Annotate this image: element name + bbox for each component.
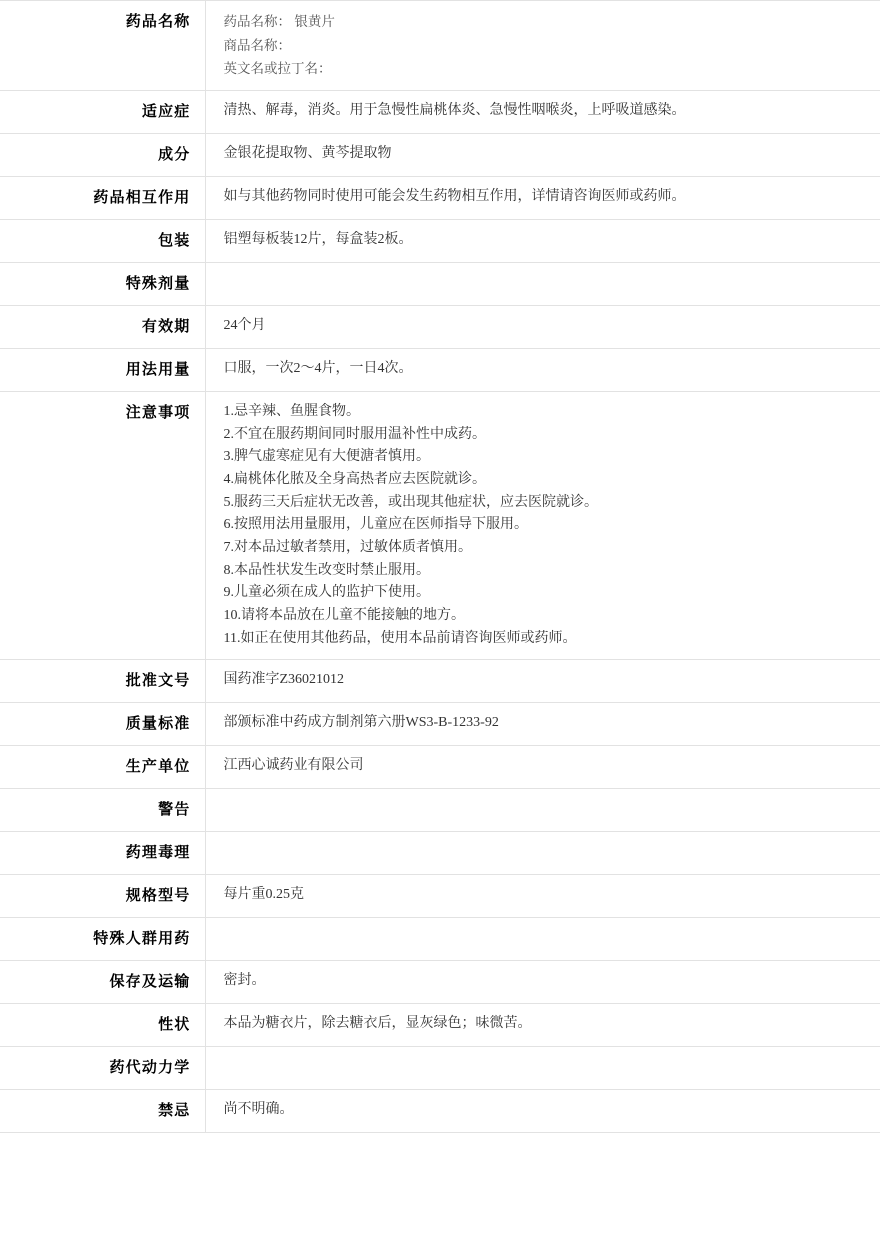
row-value [205,219,880,262]
value-line: 本品为糖衣片，除去糖衣后，显灰绿色；味微苦。 [223,1016,532,1032]
row-label: 适应症 [0,90,205,133]
row-label: 批准文号 [0,660,205,703]
table-row [0,133,880,176]
value-line: 清热、解毒，消炎。用于急慢性扁桃体炎、急慢性咽喉炎，上呼吸道感染。 [223,102,686,118]
row-label: 药品名称 [0,1,205,91]
table-row [0,832,880,875]
value-line: 国药准字Z36021012 [223,672,345,688]
table-row [0,391,880,659]
row-value [205,133,880,176]
value-line: 尚不明确。 [223,1102,294,1118]
value-line: 药品名称： 银黄片 [223,14,335,29]
row-value [205,1,880,91]
table-row [0,348,880,391]
row-label: 特殊人群用药 [0,918,205,961]
row-value [205,90,880,133]
table-row [0,262,880,305]
value-line: 8.本品性状发生改变时禁止服用。 [223,562,430,578]
row-value [205,1004,880,1047]
value-line: 金银花提取物、黄芩提取物 [223,145,392,161]
row-value [205,832,880,875]
table-row [0,875,880,918]
value-line: 江西心诚药业有限公司 [223,758,364,774]
empty-value [224,1056,871,1076]
row-value [205,703,880,746]
value-line: 如与其他药物同时使用可能会发生药物相互作用，详情请咨询医师或药师。 [223,188,686,204]
row-value [205,1047,880,1090]
row-value [205,391,880,659]
value-line: 7.对本品过敏者禁用，过敏体质者慎用。 [223,539,472,555]
drug-info-table-body [0,1,880,1133]
row-value [205,348,880,391]
row-value [205,875,880,918]
row-label: 药理毒理 [0,832,205,875]
row-label: 药品相互作用 [0,176,205,219]
value-line: 4.扁桃体化脓及全身高热者应去医院就诊。 [223,471,486,487]
value-line: 6.按照用法用量服用，儿童应在医师指导下服用。 [223,517,528,533]
row-value [205,1090,880,1133]
value-line: 24个月 [223,317,266,333]
row-label: 保存及运输 [0,961,205,1004]
value-line: 每片重0.25克 [223,887,304,903]
value-line: 英文名或拉丁名： [223,61,332,77]
row-label: 包装 [0,219,205,262]
row-label: 特殊剂量 [0,262,205,305]
table-row [0,703,880,746]
table-row [0,660,880,703]
table-row [0,961,880,1004]
table-row [0,90,880,133]
row-value [205,961,880,1004]
empty-value [224,798,871,818]
row-value [205,305,880,348]
row-value [205,660,880,703]
table-row [0,176,880,219]
row-label: 规格型号 [0,875,205,918]
value-line: 商品名称： [223,37,291,53]
row-label: 药代动力学 [0,1047,205,1090]
row-value [205,918,880,961]
table-row [0,1047,880,1090]
value-line: 1.忌辛辣、鱼腥食物。 [223,403,360,419]
value-line: 3.脾气虚寒症见有大便溏者慎用。 [223,449,430,465]
row-label: 生产单位 [0,746,205,789]
value-line: 口服，一次2～4片，一日4次。 [223,360,413,376]
row-label: 成分 [0,133,205,176]
row-label: 有效期 [0,305,205,348]
value-line: 铝塑每板装12片，每盒装2板。 [223,231,413,247]
bottom-spacer [0,1133,880,1243]
value-line: 部颁标准中药成方制剂第六册WS3-B-1233-92 [223,715,499,731]
value-line: 5.服药三天后症状无改善，或出现其他症状，应去医院就诊。 [223,494,598,510]
table-row [0,918,880,961]
value-line: 9.儿童必须在成人的监护下使用。 [223,585,430,601]
table-row [0,789,880,832]
empty-value [224,927,871,947]
value-line: 2.不宜在服药期间同时服用温补性中成药。 [223,426,486,442]
empty-value [224,841,871,861]
table-row [0,1,880,91]
table-row [0,219,880,262]
value-line: 10.请将本品放在儿童不能接触的地方。 [223,607,465,623]
row-label: 性状 [0,1004,205,1047]
row-label: 用法用量 [0,348,205,391]
value-line: 密封。 [223,973,266,989]
row-value [205,262,880,305]
empty-value [224,272,871,292]
row-value [205,746,880,789]
table-row [0,1004,880,1047]
row-label: 注意事项 [0,391,205,659]
row-value [205,789,880,832]
row-label: 警告 [0,789,205,832]
table-row [0,1090,880,1133]
value-line: 11.如正在使用其他药品，使用本品前请咨询医师或药师。 [223,630,577,646]
row-value [205,176,880,219]
table-row [0,305,880,348]
row-label: 禁忌 [0,1090,205,1133]
row-label: 质量标准 [0,703,205,746]
table-row [0,746,880,789]
